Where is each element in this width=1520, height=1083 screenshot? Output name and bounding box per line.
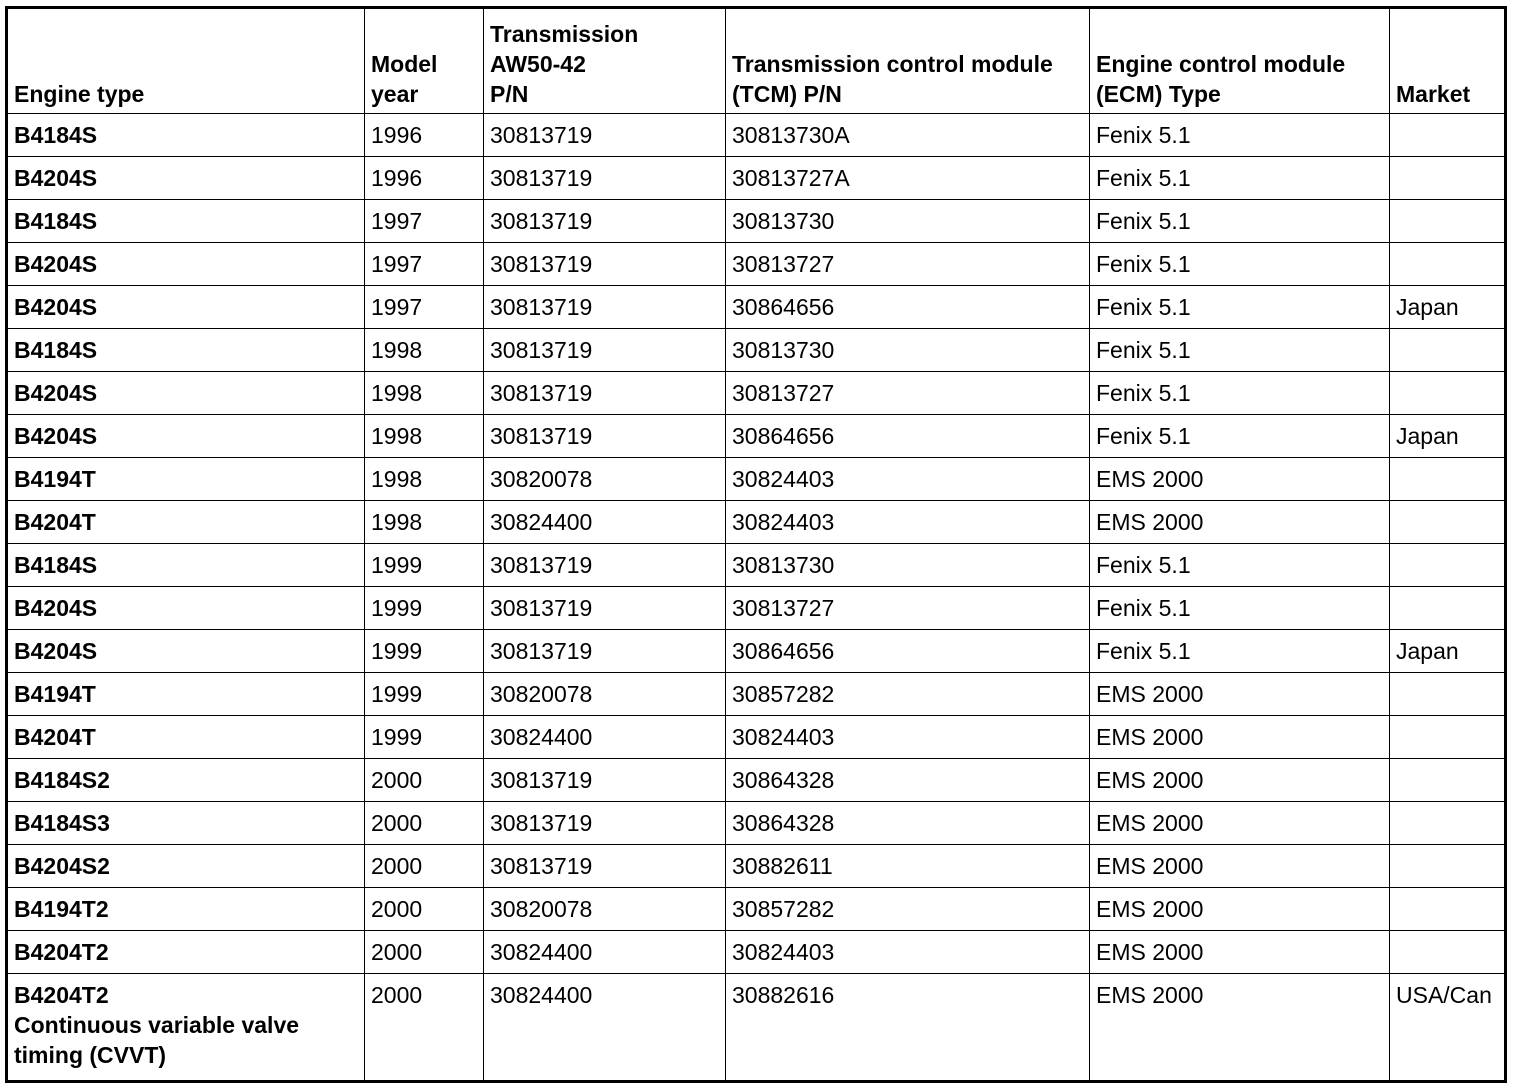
cell-market (1390, 458, 1506, 501)
cell-engine-type (7, 673, 365, 716)
cell-market (1390, 931, 1506, 974)
cell-line: B4204S (14, 423, 98, 449)
header-row (7, 8, 1506, 114)
cell-engine-type (7, 974, 365, 1082)
cell-engine-type (7, 501, 365, 544)
cell-engine-type (7, 544, 365, 587)
cell-line: B4204S (14, 251, 98, 277)
cell-engine-type (7, 716, 365, 759)
cell-tcm-pn: 30813730 (726, 200, 1090, 243)
cell-engine-type (7, 157, 365, 200)
cell-transmission-pn: 30813719 (484, 200, 726, 243)
cell-ecm-type: Fenix 5.1 (1090, 544, 1390, 587)
cell-line: B4204S (14, 595, 98, 621)
cell-tcm-pn: 30864656 (726, 286, 1090, 329)
cell-line: B4204T (14, 724, 96, 750)
cell-ecm-type: Fenix 5.1 (1090, 200, 1390, 243)
cell-transmission-pn: 30813719 (484, 286, 726, 329)
table-row (7, 243, 1506, 286)
cell-model-year: 1998 (365, 329, 484, 372)
cell-line: Engine type (14, 81, 145, 107)
cell-market: USA/Can (1390, 974, 1506, 1082)
cell-tcm-pn: 30813727 (726, 372, 1090, 415)
cell-market: Japan (1390, 630, 1506, 673)
cell-transmission-pn: 30813719 (484, 157, 726, 200)
table-row (7, 673, 1506, 716)
cell-market (1390, 759, 1506, 802)
cell-engine-type (7, 286, 365, 329)
cell-line: Transmission (490, 21, 639, 47)
cell-transmission-pn: 30813719 (484, 544, 726, 587)
cell-transmission-pn: 30813719 (484, 845, 726, 888)
table-row (7, 372, 1506, 415)
cell-transmission-pn: 30813719 (484, 587, 726, 630)
table-row (7, 286, 1506, 329)
cell-model-year: 2000 (365, 888, 484, 931)
cell-ecm-type: Fenix 5.1 (1090, 415, 1390, 458)
cell-line: Model (371, 51, 438, 77)
cell-market (1390, 544, 1506, 587)
cell-tcm-pn: 30813727 (726, 587, 1090, 630)
table-row (7, 114, 1506, 157)
cell-tcm-pn: 30813727A (726, 157, 1090, 200)
cell-transmission-pn: 30813719 (484, 802, 726, 845)
header-engine-type (7, 8, 365, 114)
cell-tcm-pn: 30864656 (726, 630, 1090, 673)
cell-line: B4194T (14, 681, 96, 707)
cell-ecm-type: Fenix 5.1 (1090, 243, 1390, 286)
cell-engine-type (7, 759, 365, 802)
cell-engine-type (7, 888, 365, 931)
header-market (1390, 8, 1506, 114)
cell-tcm-pn: 30813730 (726, 544, 1090, 587)
cell-model-year: 1996 (365, 114, 484, 157)
cell-line: B4194T2 (14, 896, 109, 922)
cell-model-year: 2000 (365, 974, 484, 1082)
table-row (7, 931, 1506, 974)
cell-engine-type (7, 329, 365, 372)
cell-ecm-type: EMS 2000 (1090, 501, 1390, 544)
cell-model-year: 2000 (365, 931, 484, 974)
cell-ecm-type: EMS 2000 (1090, 759, 1390, 802)
cell-line: B4184S3 (14, 810, 110, 836)
header-ecm-type (1090, 8, 1390, 114)
cell-engine-type (7, 200, 365, 243)
header-transmission-pn (484, 8, 726, 114)
cell-market (1390, 845, 1506, 888)
cell-tcm-pn: 30813730 (726, 329, 1090, 372)
cell-transmission-pn: 30813719 (484, 372, 726, 415)
cell-market (1390, 888, 1506, 931)
cell-tcm-pn: 30857282 (726, 888, 1090, 931)
cell-line: B4204S2 (14, 853, 110, 879)
cell-transmission-pn: 30824400 (484, 716, 726, 759)
cell-ecm-type: Fenix 5.1 (1090, 372, 1390, 415)
cell-market (1390, 200, 1506, 243)
cell-market (1390, 587, 1506, 630)
cell-line: year (371, 81, 419, 107)
cell-line: B4204T (14, 509, 96, 535)
cell-model-year: 1998 (365, 415, 484, 458)
cell-transmission-pn: 30813719 (484, 415, 726, 458)
cell-line: P/N (490, 81, 529, 107)
cell-line: B4204T2 (14, 982, 109, 1008)
cell-model-year: 1998 (365, 372, 484, 415)
table-row (7, 501, 1506, 544)
cell-transmission-pn: 30820078 (484, 888, 726, 931)
cell-line: (ECM) Type (1096, 81, 1221, 107)
cell-ecm-type: EMS 2000 (1090, 802, 1390, 845)
table-row (7, 759, 1506, 802)
header-model-year (365, 8, 484, 114)
cell-transmission-pn: 30813719 (484, 759, 726, 802)
cell-ecm-type: EMS 2000 (1090, 974, 1390, 1082)
cell-ecm-type: EMS 2000 (1090, 458, 1390, 501)
cell-ecm-type: Fenix 5.1 (1090, 286, 1390, 329)
table-row (7, 845, 1506, 888)
cell-model-year: 2000 (365, 845, 484, 888)
cell-engine-type (7, 458, 365, 501)
header-tcm-pn (726, 8, 1090, 114)
cell-line: AW50-42 (490, 51, 586, 77)
cell-transmission-pn: 30824400 (484, 974, 726, 1082)
cell-transmission-pn: 30824400 (484, 931, 726, 974)
table-row (7, 630, 1506, 673)
cell-model-year: 1999 (365, 630, 484, 673)
cell-transmission-pn: 30813719 (484, 114, 726, 157)
cell-tcm-pn: 30864328 (726, 759, 1090, 802)
cell-tcm-pn: 30813727 (726, 243, 1090, 286)
cell-market (1390, 329, 1506, 372)
cell-ecm-type: EMS 2000 (1090, 931, 1390, 974)
table-row (7, 200, 1506, 243)
table-row (7, 458, 1506, 501)
cell-line: B4184S (14, 552, 98, 578)
cell-engine-type (7, 630, 365, 673)
table-body (7, 114, 1506, 1082)
cell-tcm-pn: 30813730A (726, 114, 1090, 157)
cell-line: timing (CVVT) (14, 1042, 167, 1068)
cell-transmission-pn: 30813719 (484, 630, 726, 673)
cell-tcm-pn: 30857282 (726, 673, 1090, 716)
cell-line: B4204T2 (14, 939, 109, 965)
cell-model-year: 1999 (365, 716, 484, 759)
cell-model-year: 1997 (365, 286, 484, 329)
table-row (7, 329, 1506, 372)
cell-market (1390, 802, 1506, 845)
table-row (7, 716, 1506, 759)
cell-market (1390, 243, 1506, 286)
cell-ecm-type: EMS 2000 (1090, 673, 1390, 716)
table-row (7, 802, 1506, 845)
cell-market: Japan (1390, 415, 1506, 458)
cell-engine-type (7, 415, 365, 458)
cell-ecm-type: Fenix 5.1 (1090, 157, 1390, 200)
cell-transmission-pn: 30820078 (484, 673, 726, 716)
cell-model-year: 1998 (365, 501, 484, 544)
cell-line: Continuous variable valve (14, 1012, 300, 1038)
table-row (7, 544, 1506, 587)
cell-ecm-type: Fenix 5.1 (1090, 630, 1390, 673)
engine-transmission-table (5, 6, 1507, 1083)
cell-model-year: 1997 (365, 243, 484, 286)
cell-ecm-type: Fenix 5.1 (1090, 114, 1390, 157)
cell-line: B4204S (14, 380, 98, 406)
cell-market (1390, 716, 1506, 759)
cell-market: Japan (1390, 286, 1506, 329)
table-row (7, 888, 1506, 931)
cell-transmission-pn: 30824400 (484, 501, 726, 544)
cell-engine-type (7, 372, 365, 415)
cell-line: Market (1396, 81, 1471, 107)
cell-model-year: 1998 (365, 458, 484, 501)
cell-engine-type (7, 802, 365, 845)
table-row (7, 587, 1506, 630)
cell-market (1390, 157, 1506, 200)
table-row (7, 157, 1506, 200)
cell-market (1390, 372, 1506, 415)
cell-model-year: 2000 (365, 759, 484, 802)
cell-transmission-pn: 30813719 (484, 243, 726, 286)
cell-model-year: 1999 (365, 544, 484, 587)
cell-ecm-type: Fenix 5.1 (1090, 587, 1390, 630)
cell-tcm-pn: 30882611 (726, 845, 1090, 888)
cell-tcm-pn: 30864328 (726, 802, 1090, 845)
cell-model-year: 1996 (365, 157, 484, 200)
cell-line: B4184S (14, 208, 98, 234)
cell-transmission-pn: 30820078 (484, 458, 726, 501)
cell-line: (TCM) P/N (732, 81, 842, 107)
cell-ecm-type: EMS 2000 (1090, 888, 1390, 931)
cell-line: B4204S (14, 165, 98, 191)
table-row (7, 974, 1506, 1082)
cell-market (1390, 501, 1506, 544)
cell-engine-type (7, 931, 365, 974)
cell-engine-type (7, 587, 365, 630)
cell-engine-type (7, 114, 365, 157)
cell-market (1390, 114, 1506, 157)
cell-ecm-type: Fenix 5.1 (1090, 329, 1390, 372)
cell-line: B4194T (14, 466, 96, 492)
cell-line: B4204S (14, 638, 98, 664)
cell-engine-type (7, 845, 365, 888)
table-row (7, 415, 1506, 458)
cell-line: B4204S (14, 294, 98, 320)
cell-ecm-type: EMS 2000 (1090, 845, 1390, 888)
cell-tcm-pn: 30824403 (726, 501, 1090, 544)
cell-ecm-type: EMS 2000 (1090, 716, 1390, 759)
cell-line: Transmission control module (732, 51, 1053, 77)
cell-model-year: 1997 (365, 200, 484, 243)
cell-transmission-pn: 30813719 (484, 329, 726, 372)
cell-line: B4184S (14, 122, 98, 148)
cell-tcm-pn: 30824403 (726, 931, 1090, 974)
cell-engine-type (7, 243, 365, 286)
cell-market (1390, 673, 1506, 716)
cell-model-year: 1999 (365, 673, 484, 716)
cell-line: Engine control module (1096, 51, 1346, 77)
table-header (7, 8, 1506, 114)
cell-model-year: 1999 (365, 587, 484, 630)
cell-model-year: 2000 (365, 802, 484, 845)
cell-tcm-pn: 30882616 (726, 974, 1090, 1082)
cell-tcm-pn: 30864656 (726, 415, 1090, 458)
cell-tcm-pn: 30824403 (726, 716, 1090, 759)
cell-line: B4184S2 (14, 767, 110, 793)
cell-tcm-pn: 30824403 (726, 458, 1090, 501)
cell-line: B4184S (14, 337, 98, 363)
